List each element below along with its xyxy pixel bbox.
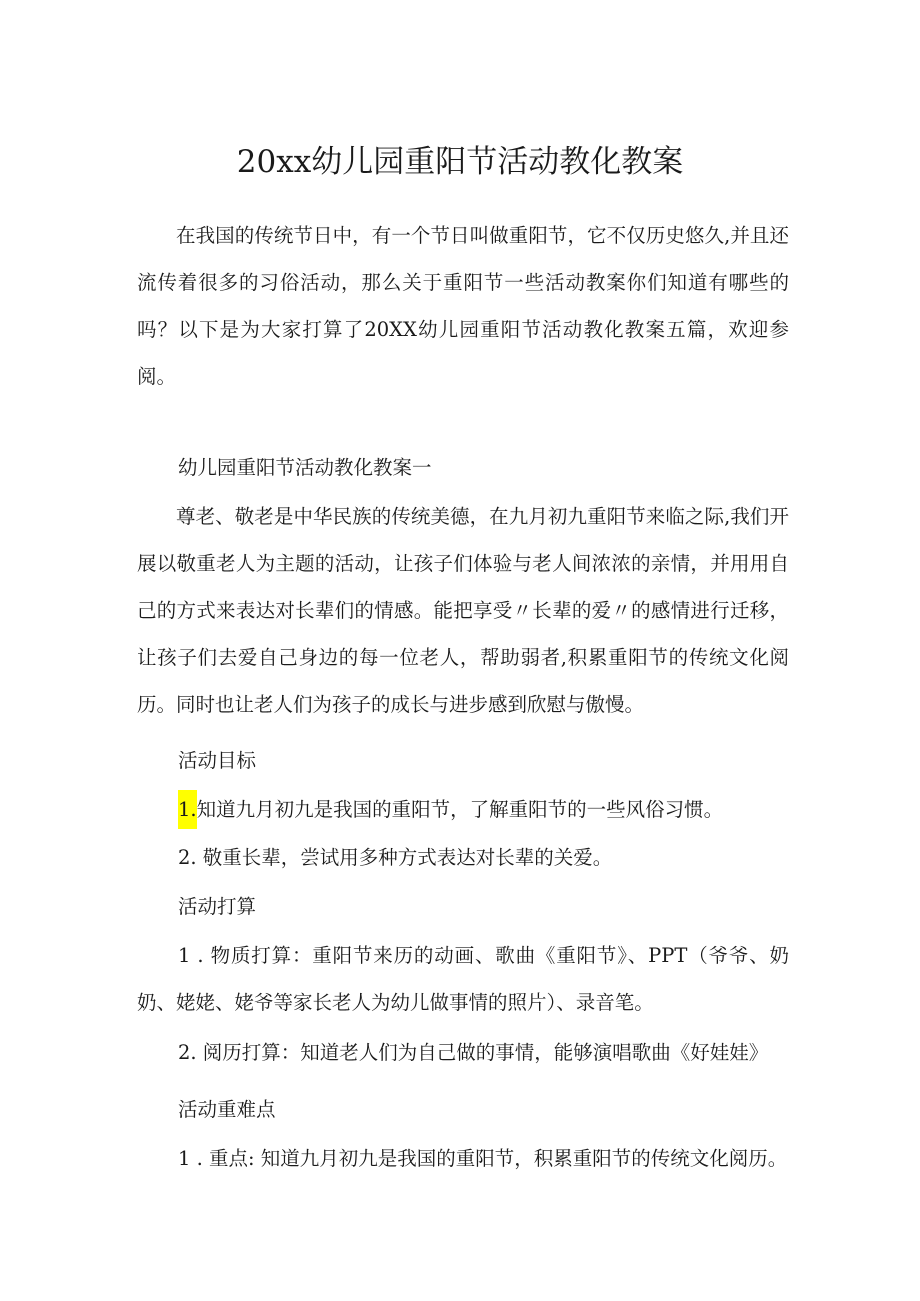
prep-item-2: 2. 阅历打算：知道老人们为自己做的事情，能够演唱歌曲《好娃娃》 [178, 1041, 769, 1064]
section-heading: 幼儿园重阳节活动教化教案一 [178, 456, 432, 479]
prep-item-1: 1 . 物质打算：重阳节来历的动画、歌曲《重阳节》、PPT（爷爷、奶奶、姥姥、姥爷等家长老人为幼儿做事情的照片）、录音笔。 [137, 944, 789, 1014]
section-intro-paragraph: 尊老、敬老是中华民族的传统美德，在九月初九重阳节来临之际,我们开展以敬重老人为主题的活动，让孩子们体验与老人间浓浓的亲情，并用用自己的方式来表达对长辈们的情感。能把享受〃长辈的爱〃的感情进行迁移，让孩子们去爱自己身边的每一位老人，帮助弱者,积累重阳节的传统文化阅历。同时也让老人们为孩子的成长与进步感到欣慰与傲慢。 [137, 505, 789, 716]
document-title: 20xx幼儿园重阳节活动教化教案 [236, 144, 684, 180]
goals-heading: 活动目标 [178, 749, 257, 772]
key-points-heading: 活动重难点 [178, 1098, 276, 1121]
prep-heading: 活动打算 [178, 895, 257, 918]
goal-item-2: 2. 敬重长辈，尝试用多种方式表达对长辈的关爱。 [178, 846, 613, 869]
goal-item-1 [178, 795, 723, 825]
intro-paragraph: 在我国的传统节日中，有一个节日叫做重阳节，它不仅历史悠久,并且还流传着很多的习俗活动，那么关于重阳节一些活动教案你们知道有哪些的吗？以下是为大家打算了20XX幼儿园重阳节活动教化教案五篇，欢迎参阅。 [137, 224, 789, 388]
goal-1-text: 知道九月初九是我国的重阳节，了解重阳节的一些风俗习惯。 [196, 798, 724, 821]
key-point-item-1: 1 . 重点: 知道九月初九是我国的重阳节，积累重阳节的传统文化阅历。 [178, 1147, 788, 1170]
goal-1-number-highlight: 1. [178, 790, 197, 829]
